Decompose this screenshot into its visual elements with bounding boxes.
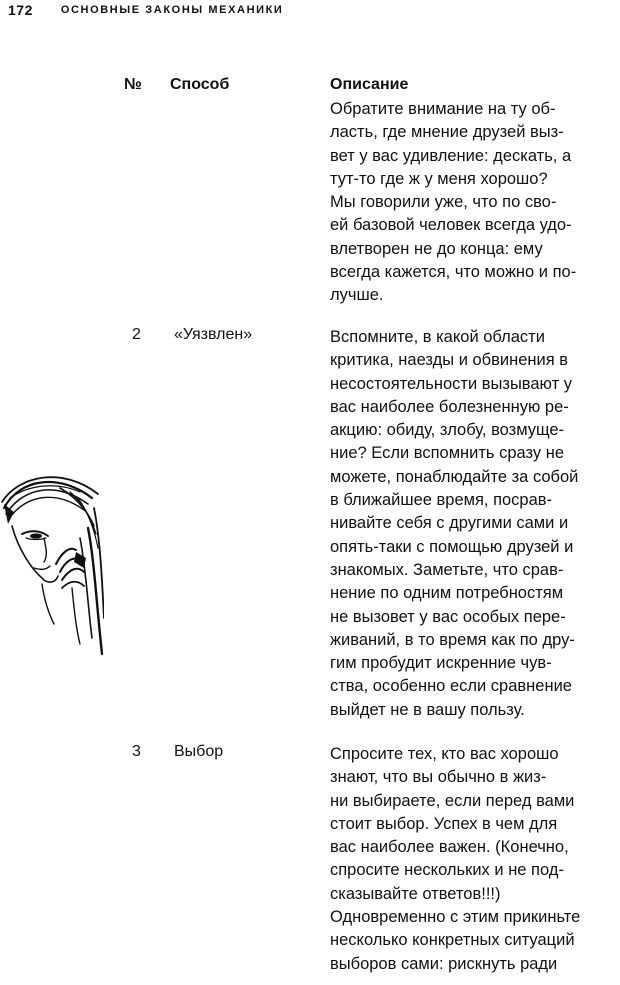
description-line: нивайте себя с другими сами и — [330, 514, 569, 533]
row-description — [330, 326, 620, 722]
row-method: Выбор — [174, 743, 224, 760]
description-line: Мы говорили уже, что по сво- — [330, 193, 557, 212]
description-line: в ближайшее время, посрав- — [330, 491, 553, 510]
description-line: вас наиболее болезненную ре- — [330, 397, 569, 416]
description-line: несостоятельности вызывают у — [330, 374, 572, 393]
row-description — [330, 98, 620, 308]
description-line: ства, особенно если сравнение — [330, 677, 572, 696]
description-line: живаний, в то время как по дру- — [330, 630, 575, 649]
description-line: Одновременно с этим прикиньте — [330, 908, 581, 927]
description-line: ласть, где мнение друзей выз- — [330, 123, 564, 142]
row-description — [330, 743, 620, 976]
running-title: ОСНОВНЫЕ ЗАКОНЫ МЕХАНИКИ — [60, 4, 284, 16]
description-line: Спросите тех, кто вас хорошо — [330, 745, 559, 763]
description-line: гим пробудит искренние чув- — [330, 654, 552, 673]
description-line: тут-то где ж у меня хорошо? — [330, 169, 548, 188]
description-line: вет у вас удивление: дескать, а — [330, 146, 572, 165]
description-line: критика, наезды и обвинения в — [330, 351, 569, 370]
description-line: вас наиболее важен. (Конечно, — [330, 838, 569, 857]
description-line: нение по одним потребностям — [330, 584, 564, 603]
column-header-number: № — [124, 76, 142, 93]
description-line: Обратите внимание на ту об- — [330, 100, 556, 118]
description-line: выборов сами: рискнуть ради — [330, 954, 558, 973]
description-line: ей базовой человек всегда удо- — [330, 216, 572, 235]
description-line: ние? Если вспомнить сразу не — [330, 444, 565, 463]
description-line: спросите нескольких и не под- — [330, 861, 564, 880]
description-line: не вызовет у вас особых пере- — [330, 607, 566, 626]
description-line: опять-таки с помощью друзей и — [330, 537, 574, 556]
table-header — [0, 76, 620, 98]
description-line: стоит выбор. Успех в чем для — [330, 814, 558, 833]
row-number: 2 — [132, 326, 141, 343]
page-number: 172 — [8, 2, 33, 18]
description-line: лучше. — [330, 286, 384, 305]
description-line: влетворен не до конца: ему — [330, 239, 543, 258]
description-line: знакомых. Заметьте, что срав- — [330, 560, 564, 579]
description-line: выйдет не в вашу пользу. — [330, 700, 525, 719]
column-header-method: Способ — [170, 76, 230, 93]
column-header-description: Описание — [330, 76, 409, 93]
sketch-face-illustration — [0, 468, 104, 658]
description-line: несколько конкретных ситуаций — [330, 931, 575, 950]
description-line: знают, что вы обычно в жиз- — [330, 768, 547, 787]
description-line: акцию: обиду, злобу, возмуще- — [330, 421, 565, 440]
description-line: ни выбираете, если перед вами — [330, 791, 575, 810]
row-number: 3 — [132, 743, 141, 760]
description-line: сказывайте ответов!!!) — [330, 884, 501, 903]
row-method: «Уязвлен» — [174, 326, 253, 343]
description-line: Вспомните, в какой области — [330, 328, 545, 346]
description-line: можете, понаблюдайте за собой — [330, 467, 579, 486]
page-header — [8, 0, 283, 20]
description-line: всегда кажется, что можно и по- — [330, 263, 577, 282]
